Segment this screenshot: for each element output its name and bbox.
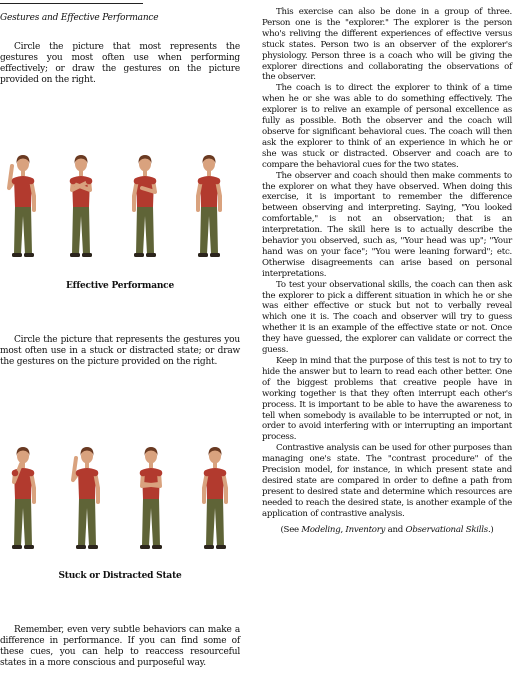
figure-trousers	[142, 498, 160, 546]
figure-shoe	[210, 253, 220, 257]
figure-shoe	[24, 253, 34, 257]
figure-sleeve	[12, 470, 19, 477]
figure-sleeve	[86, 178, 93, 185]
figure-shoe	[198, 253, 208, 257]
figure-shoe	[70, 253, 80, 257]
see-also-term-inventory[interactable]: Inventory	[345, 524, 386, 535]
figure-stuck-3[interactable]	[128, 442, 174, 554]
figure-sleeve	[198, 178, 205, 185]
right-paragraph-3: The observer and coach should then make comments to the explorer on what they have observed. When doing this exercise, it is important to remember the difference between observing and interpreting. Saying, "You looked comfortable," is not an observation; that is an interpretation. The skill here is to actually describe the behavior you observed, such as, "Your head was up"; "Your hand was on your face"; "You were leaning forward"; etc. Otherwise disagreements can arise based on personal interpretations.	[262, 170, 512, 279]
see-also-term-observational-skills[interactable]: Observational Skills	[405, 524, 488, 535]
figure-shoe	[152, 545, 162, 549]
figure-sleeve	[220, 470, 227, 477]
right-column	[262, 7, 512, 536]
figure-effective-3[interactable]	[122, 150, 168, 262]
figure-trousers	[14, 206, 32, 254]
figure-sleeve	[28, 470, 35, 477]
figure-sleeve	[204, 470, 211, 477]
closing-paragraph: Remember, even very subtle behaviors can make a difference in performance. If you can find some of these cues, you can help to reaccess resourceful states in a more conscious and purposeful way.	[0, 625, 240, 668]
figure-stuck-4[interactable]	[192, 442, 238, 554]
figure-shoe	[82, 253, 92, 257]
figure-trousers	[136, 206, 154, 254]
figure-shoe	[12, 545, 22, 549]
see-also-sep-1: ,	[340, 524, 346, 535]
figure-right-arm	[73, 458, 79, 480]
right-paragraph-6: Contrastive analysis can be used for other purposes than managing one's state. The "contrast procedure" of the Precision model, for instance, in which present state and desired state are compared in order to define a path from present to desired state and determine which resources are needed to reach the desired state, is another example of the application of contrastive analysis.	[262, 443, 512, 519]
figure-shoe	[216, 545, 226, 549]
figure-right-arm	[198, 180, 201, 210]
effective-instructions: Circle the picture that most represents the gestures you most often use when performing effectively; or draw the gestures on the picture provided on the right.	[0, 42, 240, 85]
figure-sleeve	[92, 470, 99, 477]
figure-shoe	[134, 253, 144, 257]
figure-stuck-2[interactable]	[64, 442, 110, 554]
see-also-suffix: .)	[487, 524, 494, 535]
see-also-prefix: (See	[280, 524, 302, 535]
effective-figure-row	[0, 150, 240, 262]
figure-trousers	[78, 498, 96, 546]
figure-stuck-1[interactable]	[0, 442, 46, 554]
right-paragraph-4: To test your observational skills, the coach can then ask the explorer to pick a different situation in which he or she was either effective or stuck but not to verbally reveal which one it is. The coach and observer will try to guess whether it is an example of the effective state or not. Once they have guessed, the explorer can validate or correct the guess.	[262, 279, 512, 356]
figure-effective-1[interactable]	[0, 150, 46, 262]
caption-stuck: Stuck or Distracted State	[58, 571, 182, 581]
figure-left-arm	[95, 472, 98, 502]
figure-sleeve	[156, 470, 163, 477]
figure-shoe	[204, 545, 214, 549]
figure-effective-2[interactable]	[58, 150, 104, 262]
right-paragraph-2: The coach is to direct the explorer to think of a time when he or she was able to do something effectively. The explorer is to relive an example of personal excellence as fully as possible. Both the observer and the coach will observe for significant behavioral cues. The coach will then ask the explorer to think of an experience in which he or she was stuck or distracted. Observer and coach are to compare the behavioral cues for the two states.	[262, 83, 512, 170]
figure-trousers	[206, 498, 224, 546]
figure-sleeve	[76, 470, 83, 477]
section-heading: Gestures and Effective Performance	[0, 13, 159, 23]
right-paragraph-1: This exercise can also be done in a group of three. Person one is the "explorer." The explorer is the person who's reliving the different experiences of effective versus stuck states. Person two is an observer of the explorer's physiology. Person three is a coach who will be giving the explorer directions and collaborating the observations of the observer.	[262, 7, 512, 83]
figure-right-arm	[134, 180, 137, 210]
figure-left-arm	[31, 472, 34, 502]
figure-right-arm	[9, 166, 15, 188]
figure-shoe	[140, 545, 150, 549]
figure-sleeve	[28, 178, 35, 185]
figure-trousers	[14, 498, 32, 546]
figure-shoe	[24, 545, 34, 549]
figure-shoe	[76, 545, 86, 549]
figure-effective-4[interactable]	[186, 150, 232, 262]
figure-trousers	[200, 206, 218, 254]
figure-trousers	[72, 206, 90, 254]
stuck-figure-row	[0, 442, 240, 554]
figure-sleeve	[140, 470, 147, 477]
see-also-reference	[262, 525, 512, 536]
figure-left-arm	[31, 180, 34, 210]
caption-effective: Effective Performance	[66, 281, 174, 291]
figure-sleeve	[150, 178, 157, 185]
top-rule	[0, 3, 143, 4]
see-also-term-modeling[interactable]: Modeling	[301, 524, 341, 535]
figure-shoe	[146, 253, 156, 257]
figure-shoe	[88, 545, 98, 549]
figure-shoe	[12, 253, 22, 257]
figure-right-arm	[204, 472, 207, 502]
see-also-sep-2: and	[385, 524, 406, 535]
figure-sleeve	[70, 178, 77, 185]
figure-left-arm	[223, 472, 226, 502]
stuck-instructions: Circle the picture that represents the gestures you most often use in a stuck or distracted state; or draw the gestures on the picture provided on the right.	[0, 335, 240, 367]
figure-sleeve	[214, 178, 221, 185]
right-paragraph-5: Keep in mind that the purpose of this test is not to try to hide the answer but to learn to read each other better. One of the biggest problems that creative people have in working together is that they often interrupt each other's process. It is important to be able to have the awareness to tell when somebody is available to be interrupted or not, in order to avoid interfering with or interrupting an important process.	[262, 356, 512, 443]
figure-left-arm	[217, 180, 220, 210]
figure-sleeve	[12, 178, 19, 185]
figure-sleeve	[134, 178, 141, 185]
